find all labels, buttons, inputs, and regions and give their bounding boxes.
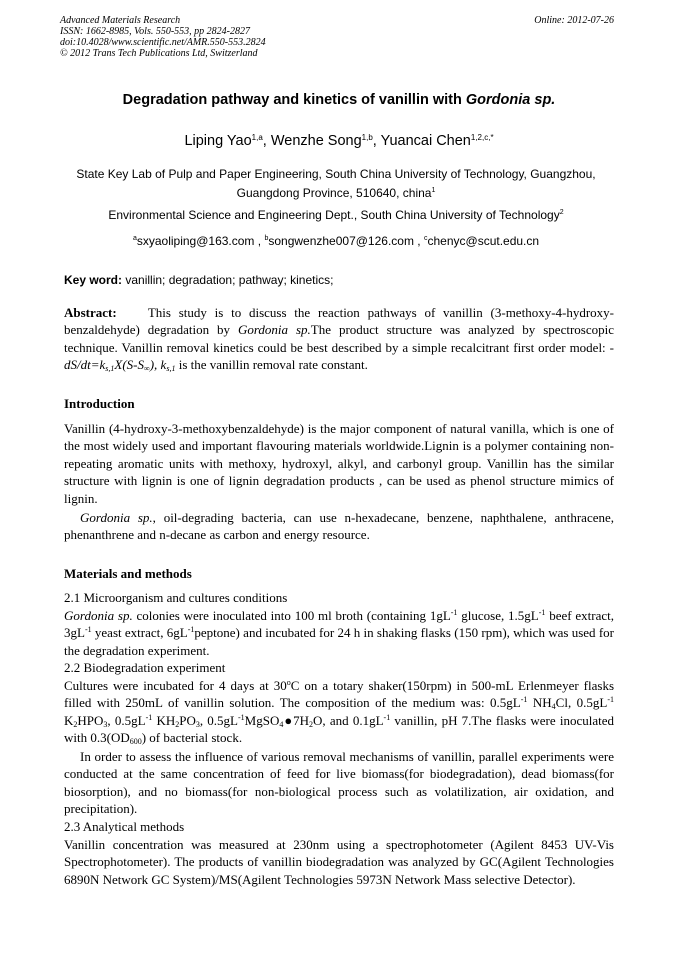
issn-line: ISSN: 1662-8985, Vols. 550-553, pp 2824-2827 [60,26,250,37]
kinetic-equation: $-dS/dt=k_{s,1}X(S-S_\infty)$, $k_{s,1}$ [64,339,614,374]
abstract [64,304,614,374]
intro-paragraph: Vanillin (4-hydroxy-3-methoxybenzaldehyde) is the major component of natural vanilla, which is one of the most widely used and important flavouring materials worldwide.Lignin is a polymer containing non-repeating aromatic units with methoxy, hydroxyl, alkyl, and carbonyl group. Vanillin has the similar structure with lignin is one of lignin degradation products , can be used as phenol structure mimics of lignin. [64,421,614,506]
affiliation-line [56,184,616,203]
keywords-text: vanillin; degradation; pathway; kinetics; [125,273,334,287]
intro-text: , oil-degrading bacteria, can use n-hexadecane, benzene, naphthalene, anthracene, phenanthrene and n-decane as carbon and energy resource. [64,510,614,543]
methods-paragraph: In order to assess the influence of various removal mechanisms of vanillin, parallel experiments were conducted at the same concentration of feed for live biomass(for biodegradation), dead biomass(for biosorption), and no biomass(for non-biological process such as volatilization, air oxidation, and precipitation). [64,749,614,817]
intro-paragraph [64,509,614,544]
email-link[interactable]: chenyc@scut.edu.cn [427,234,540,248]
abstract-text: This study is to discuss the reaction pathways of vanillin (3-methoxy-4-hydroxy-benzaldehyde) degradation by [64,305,615,338]
author-sup: 1,2,c,* [470,133,494,142]
affiliation-sup: 1 [431,187,436,194]
online-date: Online: 2012-07-26 [534,15,614,26]
affiliation-sup: 2 [559,209,564,216]
subsection-heading: 2.1 Microorganism and cultures conditions [64,590,288,605]
subsection-heading: 2.3 Analytical methods [64,819,185,834]
email-link[interactable]: sxyaoliping@163.com [136,234,255,248]
methods-paragraph: Gordonia sp. colonies were inoculated into 100 ml broth (containing $1gL^{-1}$ glucose, $1.5gL^{-1}$ beef extract, $3gL^{-1}$ yeast extract, $6gL^{-1}peptone$) and incubated for 24 h in shaking flasks (150 rpm), which was used for the degradation experiment. [64,608,614,658]
abstract-organism: Gordonia sp. [237,322,311,338]
author-sup: 1,a [251,133,263,142]
affiliation-2 [56,206,616,225]
abstract-text: is the vanillin removal rate constant. [175,357,368,373]
title-organism: Gordonia sp. [465,92,556,108]
journal-name: Advanced Materials Research [60,15,181,26]
author-name: Yuancai Chen [380,133,471,149]
author-list: Liping Yao$^{1,a}$, Wenzhe Song$^{1,b}$, Yuancai Chen$^{1,2,c,*}$ [184,133,494,149]
abstract-label: Abstract: [64,305,117,320]
author-name: Liping Yao [184,133,252,149]
methods-paragraph: Cultures were incubated for 4 days at 30$^o$C on a totary shaker(150rpm) in 500-mL Erlenmeyer flasks filled with 250mL of vanillin solution. The composition of the medium was: $0.5gL^{-1}$ $NH_4Cl$, $0.5gL^{-1}$ $K_2HPO_3$, $0.5gL^{-1}$ $KH_2PO_3$, $0.5gL^{-1}MgSO_4●7H_2O$, and $0.1gL^{-1}$ vanillin, pH 7.The flasks were inoculated with $0.3(OD_{600})$ of bacterial stock. [64,678,615,747]
affiliation-1 [56,165,616,203]
organism-name: Gordonia sp. [80,510,153,525]
keywords-label: Key word: [64,273,123,287]
keywords [64,273,333,287]
section-heading: Materials and methods [64,566,192,581]
abstract-text: The product structure was analyzed by spectroscopic technique. Vanillin removal kinetics could be best described by a simple recalcitrant first order model: [64,322,614,355]
copyright-line: © 2012 Trans Tech Publications Ltd, Switzerland [60,48,258,59]
affiliation-text: Guangdong Province, 510640, china [236,186,432,200]
affiliation-text: Environmental Science and Engineering Dept., South China University of Technology [108,208,560,222]
email-line: $^a$sxyaoliping@163.com , $^b$songwenzhe007@126.com , $^c$chenyc@scut.edu.cn [132,234,540,248]
title-text: Degradation pathway and kinetics of vanillin with [122,92,466,108]
section-heading: Introduction [64,396,135,411]
email-link[interactable]: songwenzhe007@126.com [268,234,414,248]
paper-title [0,92,678,108]
doi-line: doi:10.4028/www.scientific.net/AMR.550-553.2824 [60,37,266,48]
subsection-heading: 2.2 Biodegradation experiment [64,660,226,675]
affiliation-line: State Key Lab of Pulp and Paper Engineering, South China University of Technology, Guangzhou, [76,167,596,181]
author-sup: 1,b [361,133,373,142]
author-name: Wenzhe Song [270,133,362,149]
organism-name: Gordonia sp. [64,608,133,623]
methods-paragraph: Vanillin concentration was measured at 230nm using a spectrophotometer (Agilent 8453 UV-Vis Spectrophotometer). The products of vanillin biodegradation was analyzed by GC(Agilent Technologies 6890N Network GC System)/MS(Agilent Technologies 5973N Network Mass selective Detector). [64,837,614,887]
